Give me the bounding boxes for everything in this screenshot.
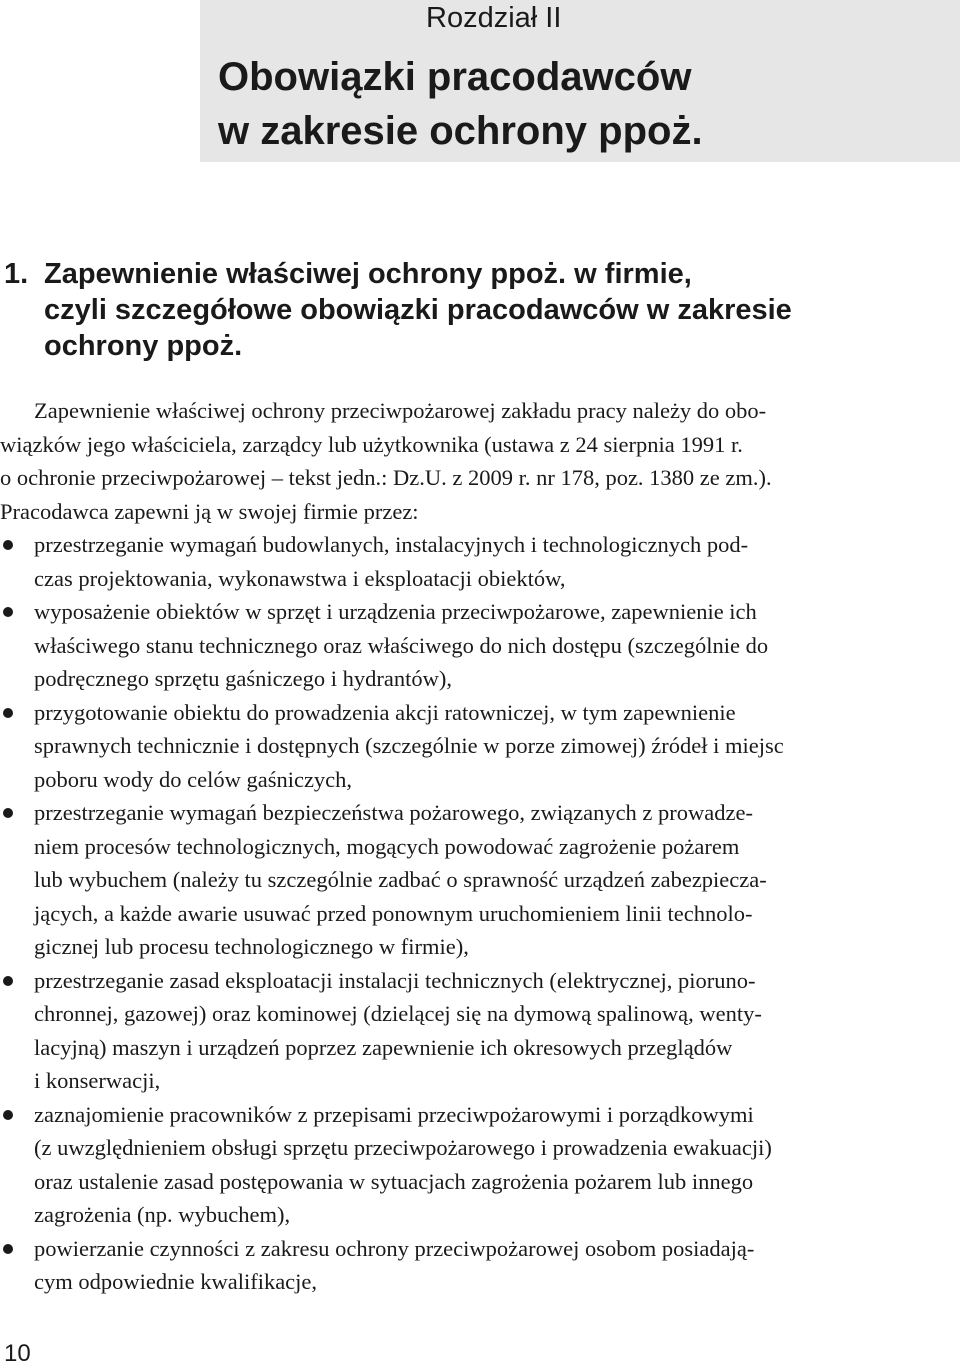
obligation-item [0,964,958,1098]
obligation-item [0,696,958,797]
section-heading-line: ochrony ppoż. [44,330,243,362]
obligation-line: (z uwzględnieniem obsługi sprzętu przeciwpożarowego i prowadzenia ewakuacji) [34,1135,772,1160]
obligation-line: poboru wody do celów gaśniczych, [34,766,353,792]
obligation-line: przestrzeganie wymagań bezpieczeństwa pożarowego, związanych z prowadze- [34,800,753,825]
obligation-line: właściwego stanu technicznego oraz właściwego do nich dostępu (szczególnie do [34,632,769,658]
obligation-item [0,595,958,696]
page-number: 10 [4,1340,31,1367]
obligation-line: zagrożenia (np. wybuchem), [34,1202,291,1227]
bullet-icon [3,808,13,818]
bullet-icon [3,607,13,617]
bullet-icon [3,1110,13,1120]
obligation-line: przygotowanie obiektu do prowadzenia akcji ratowniczej, w tym zapewnienie [34,699,736,725]
obligation-line: chronnej, gazowej) oraz kominowej (dzielącej się na dymową spalinową, wenty- [34,1001,762,1026]
obligation-line: niem procesów technologicznych, mogących powodować zagrożenie pożarem [34,833,740,859]
bullet-icon [3,540,13,550]
obligation-line: przestrzeganie zasad eksploatacji instalacji technicznych (elektrycznej, pioruno- [34,967,756,993]
obligation-item [0,1232,958,1299]
obligation-line: oraz ustalenie zasad postępowania w sytuacjach zagrożenia pożarem lub innego [34,1168,754,1194]
obligation-line: przestrzeganie wymagań budowlanych, instalacyjnych i technologicznych pod- [34,532,749,557]
bullet-icon [3,708,13,718]
obligation-line: powierzanie czynności z zakresu ochrony przeciwpożarowej osobom posiadają- [34,1235,755,1261]
obligation-line: lacyjną) maszyn i urządzeń poprzez zapewnienie ich okresowych przeglądów [34,1034,733,1060]
obligation-line: i konserwacji, [34,1068,161,1093]
obligation-line: jących, a każde awarie usuwać przed ponownym uruchomieniem linii technolo- [34,900,753,926]
intro-line: Pracodawca zapewni ją w swojej firmie przez: [0,498,419,524]
obligation-line: zaznajomienie pracowników z przepisami przeciwpożarowymi i porządkowymi [34,1101,754,1127]
obligation-item [0,796,958,964]
section-heading-text [44,256,904,364]
obligation-item [0,528,958,595]
obligation-line: lub wybuchem (należy tu szczególnie zadbać o sprawność urządzeń zabezpiecza- [34,867,767,892]
chapter-title-line: w zakresie ochrony ppoż. [218,109,703,153]
obligation-line: gicznej lub procesu technologicznego w firmie), [34,934,469,959]
section-number: 1. [4,258,29,290]
obligation-line: sprawnych technicznie i dostępnych (szczególnie w porze zimowej) źródeł i miejsc [34,733,784,758]
section-heading-line: Zapewnienie właściwej ochrony ppoż. w firmie, [44,258,692,290]
intro-line: Zapewnienie właściwej ochrony przeciwpożarowej zakładu pracy należy do obo- [34,398,767,423]
obligation-line: wyposażenie obiektów w sprzęt i urządzenia przeciwpożarowe, zapewnienie ich [34,599,757,624]
chapter-title [218,50,703,158]
obligation-line: czas projektowania, wykonawstwa i eksploatacji obiektów, [34,565,566,591]
bullet-icon [3,1244,13,1254]
intro-line: wiązków jego właściciela, zarządcy lub użytkownika (ustawa z 24 sierpnia 1991 r. [0,431,743,457]
chapter-label: Rozdział II [426,2,562,34]
section-heading [4,256,904,364]
obligation-line: cym odpowiednie kwalifikacje, [34,1269,318,1294]
bullet-icon [3,976,13,986]
intro-paragraph [0,394,958,528]
obligation-item [0,1098,958,1232]
body-text [0,394,958,1299]
obligation-line: podręcznego sprzętu gaśniczego i hydrantów), [34,666,452,691]
obligations-list [0,528,958,1299]
intro-line: o ochronie przeciwpożarowej – tekst jedn.: Dz.U. z 2009 r. nr 178, poz. 1380 ze zm.). [0,465,772,490]
section-heading-line: czyli szczegółowe obowiązki pracodawców w zakresie [44,294,792,326]
chapter-title-line: Obowiązki pracodawców [218,55,692,99]
